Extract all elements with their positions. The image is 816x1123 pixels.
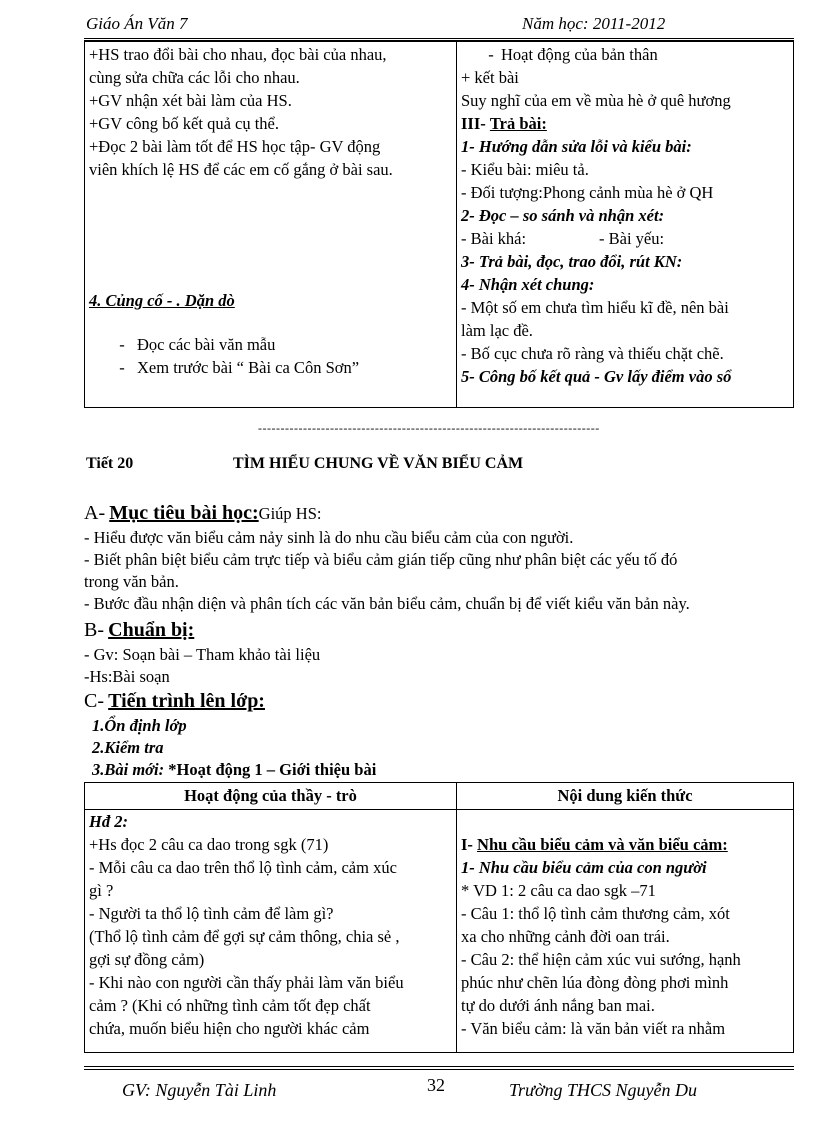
knowledge-content-cell xyxy=(457,810,794,1053)
content-subheading: 3- Trả bài, đọc, trao đổi, rút KN: xyxy=(461,252,683,271)
section-c-heading: C- Tiến trình lên lớp: xyxy=(84,690,265,712)
return-section-heading: III- Trả bài: xyxy=(461,114,547,133)
objective-line: - Biết phân biệt biểu cảm trực tiếp và biểu cảm gián tiếp cũng như phân biệt các yếu tố đó xyxy=(84,550,678,569)
footer-school: Trường THCS Nguyễn Du xyxy=(509,1080,697,1100)
table-header-activities: Hoạt động của thầy - trò xyxy=(85,783,457,810)
activity-line: +Đọc 2 bài làm tốt để HS học tập- GV động xyxy=(89,137,381,156)
objective-line: - Bước đầu nhận diện và phân tích các văn bản biểu cảm, chuẩn bị để viết kiểu văn bản này. xyxy=(84,594,690,613)
knowledge-line: * VD 1: 2 câu ca dao sgk –71 xyxy=(461,881,656,900)
activity-line: - Mỗi câu ca dao trên thổ lộ tình cảm, cảm xúc xyxy=(89,858,397,877)
knowledge-line: - Văn biểu cảm: là văn bản viết ra nhằm xyxy=(461,1019,726,1038)
footer-teacher: GV: Nguyễn Tài Linh xyxy=(122,1080,277,1100)
activity-line: chứa, muốn biểu hiện cho người khác cảm xyxy=(89,1019,370,1038)
content-line: - Hoạt động của bản thân xyxy=(488,45,658,64)
review-content-cell xyxy=(457,41,794,408)
consolidation-heading: 4. Củng cố - . Dặn dò xyxy=(89,291,235,310)
knowledge-line: tự do dưới ánh nắng ban mai. xyxy=(461,996,655,1015)
activity-line: +GV nhận xét bài làm của HS. xyxy=(89,91,292,110)
content-line: - Bố cục chưa rõ ràng và thiếu chặt chẽ. xyxy=(461,344,724,363)
content-line: + kết bài xyxy=(461,68,519,87)
content-subheading: 4- Nhận xét chung: xyxy=(461,275,595,294)
footer-rule xyxy=(84,1066,794,1070)
separator: ---------------------------------------------------------------------------- xyxy=(258,421,600,435)
section-c xyxy=(84,688,796,781)
activity-line: cùng sửa chữa các lỗi cho nhau. xyxy=(89,68,300,87)
header-title: Giáo Án Văn 7 xyxy=(86,14,188,33)
content-subheading: 5- Công bố kết quả - Gv lấy điểm vào sổ xyxy=(461,367,732,386)
section-a-heading: A- Mục tiêu bài học:Giúp HS: xyxy=(84,502,322,524)
activity-line: +HS trao đổi bài cho nhau, đọc bài của nhau, xyxy=(89,45,387,64)
lesson-number: Tiết 20 xyxy=(86,455,134,472)
objective-line: - Hiểu được văn biểu cảm nảy sinh là do nhu cầu biểu cảm của con người. xyxy=(84,528,574,547)
knowledge-line: xa cho những cảnh đời oan trái. xyxy=(461,927,670,946)
activity-line: - Khi nào con người cần thấy phải làm văn biểu xyxy=(89,973,404,992)
preparation-line: - Gv: Soạn bài – Tham khảo tài liệu xyxy=(84,645,321,664)
homework-item: - Xem trước bài “ Bài ca Côn Sơn” xyxy=(119,358,360,377)
knowledge-subheading: 1- Nhu cầu biểu cảm của con người xyxy=(461,858,707,877)
knowledge-section-heading: I- Nhu cầu biểu cảm và văn biểu cảm: xyxy=(461,835,728,854)
knowledge-line: phúc như chẽn lúa đòng đòng phơi mình xyxy=(461,973,729,992)
table-header-content: Nội dung kiến thức xyxy=(457,783,794,810)
content-subheading: 2- Đọc – so sánh và nhận xét: xyxy=(461,206,665,225)
content-line: Suy nghĩ của em về mùa hè ở quê hương xyxy=(461,91,731,110)
procedure-item: 3.Bài mới: *Hoạt động 1 – Giới thiệu bài xyxy=(92,760,377,779)
activity-line: gợi sự đồng cảm) xyxy=(89,950,205,969)
content-subheading: 1- Hướng dẫn sửa lỗi và kiểu bài: xyxy=(461,137,692,156)
homework-item: - Đọc các bài văn mẫu xyxy=(119,335,276,354)
preparation-line: -Hs:Bài soạn xyxy=(84,667,170,686)
content-line: - Bài khá: - Bài yếu: xyxy=(461,229,665,248)
activity-line: +Hs đọc 2 câu ca dao trong sgk (71) xyxy=(89,835,329,854)
activity-heading: Hđ 2: xyxy=(89,812,128,831)
activity-line: viên khích lệ HS để các em cố gắng ở bài sau. xyxy=(89,160,393,179)
content-line: - Một số em chưa tìm hiểu kĩ đề, nên bài xyxy=(461,298,729,317)
teacher-student-cell xyxy=(85,810,457,1053)
activity-line: +GV công bố kết quả cụ thể. xyxy=(89,114,279,133)
objective-line: trong văn bản. xyxy=(84,572,179,591)
procedure-item: 2.Kiểm tra xyxy=(92,738,164,757)
review-table xyxy=(84,40,794,408)
procedure-item: 1.Ổn định lớp xyxy=(92,716,187,735)
activity-line: gì ? xyxy=(89,881,114,900)
lesson-title: TÌM HIỂU CHUNG VỀ VĂN BIỂU CẢM xyxy=(233,455,524,472)
activity-line: cảm ? (Khi có những tình cảm tốt đẹp chất xyxy=(89,996,371,1015)
content-line: - Đối tượng:Phong cảnh mùa hè ở QH xyxy=(461,183,714,202)
header-year: Năm học: 2011-2012 xyxy=(522,14,666,33)
knowledge-line: - Câu 2: thể hiện cảm xúc vui sướng, hạnh xyxy=(461,950,741,969)
activity-line: (Thổ lộ tình cảm để gợi sự cảm thông, chia sẻ , xyxy=(89,927,400,946)
review-activities-cell xyxy=(85,41,457,408)
content-line: - Kiểu bài: miêu tả. xyxy=(461,160,589,179)
activity-line: - Người ta thổ lộ tình cảm để làm gì? xyxy=(89,904,334,923)
page-number: 32 xyxy=(427,1075,445,1095)
content-line: làm lạc đề. xyxy=(461,321,533,340)
section-a xyxy=(84,500,796,615)
section-b xyxy=(84,617,796,688)
section-b-heading: B- Chuẩn bị: xyxy=(84,619,195,641)
lesson-table xyxy=(84,782,794,1053)
knowledge-line: - Câu 1: thổ lộ tình cảm thương cảm, xót xyxy=(461,904,730,923)
